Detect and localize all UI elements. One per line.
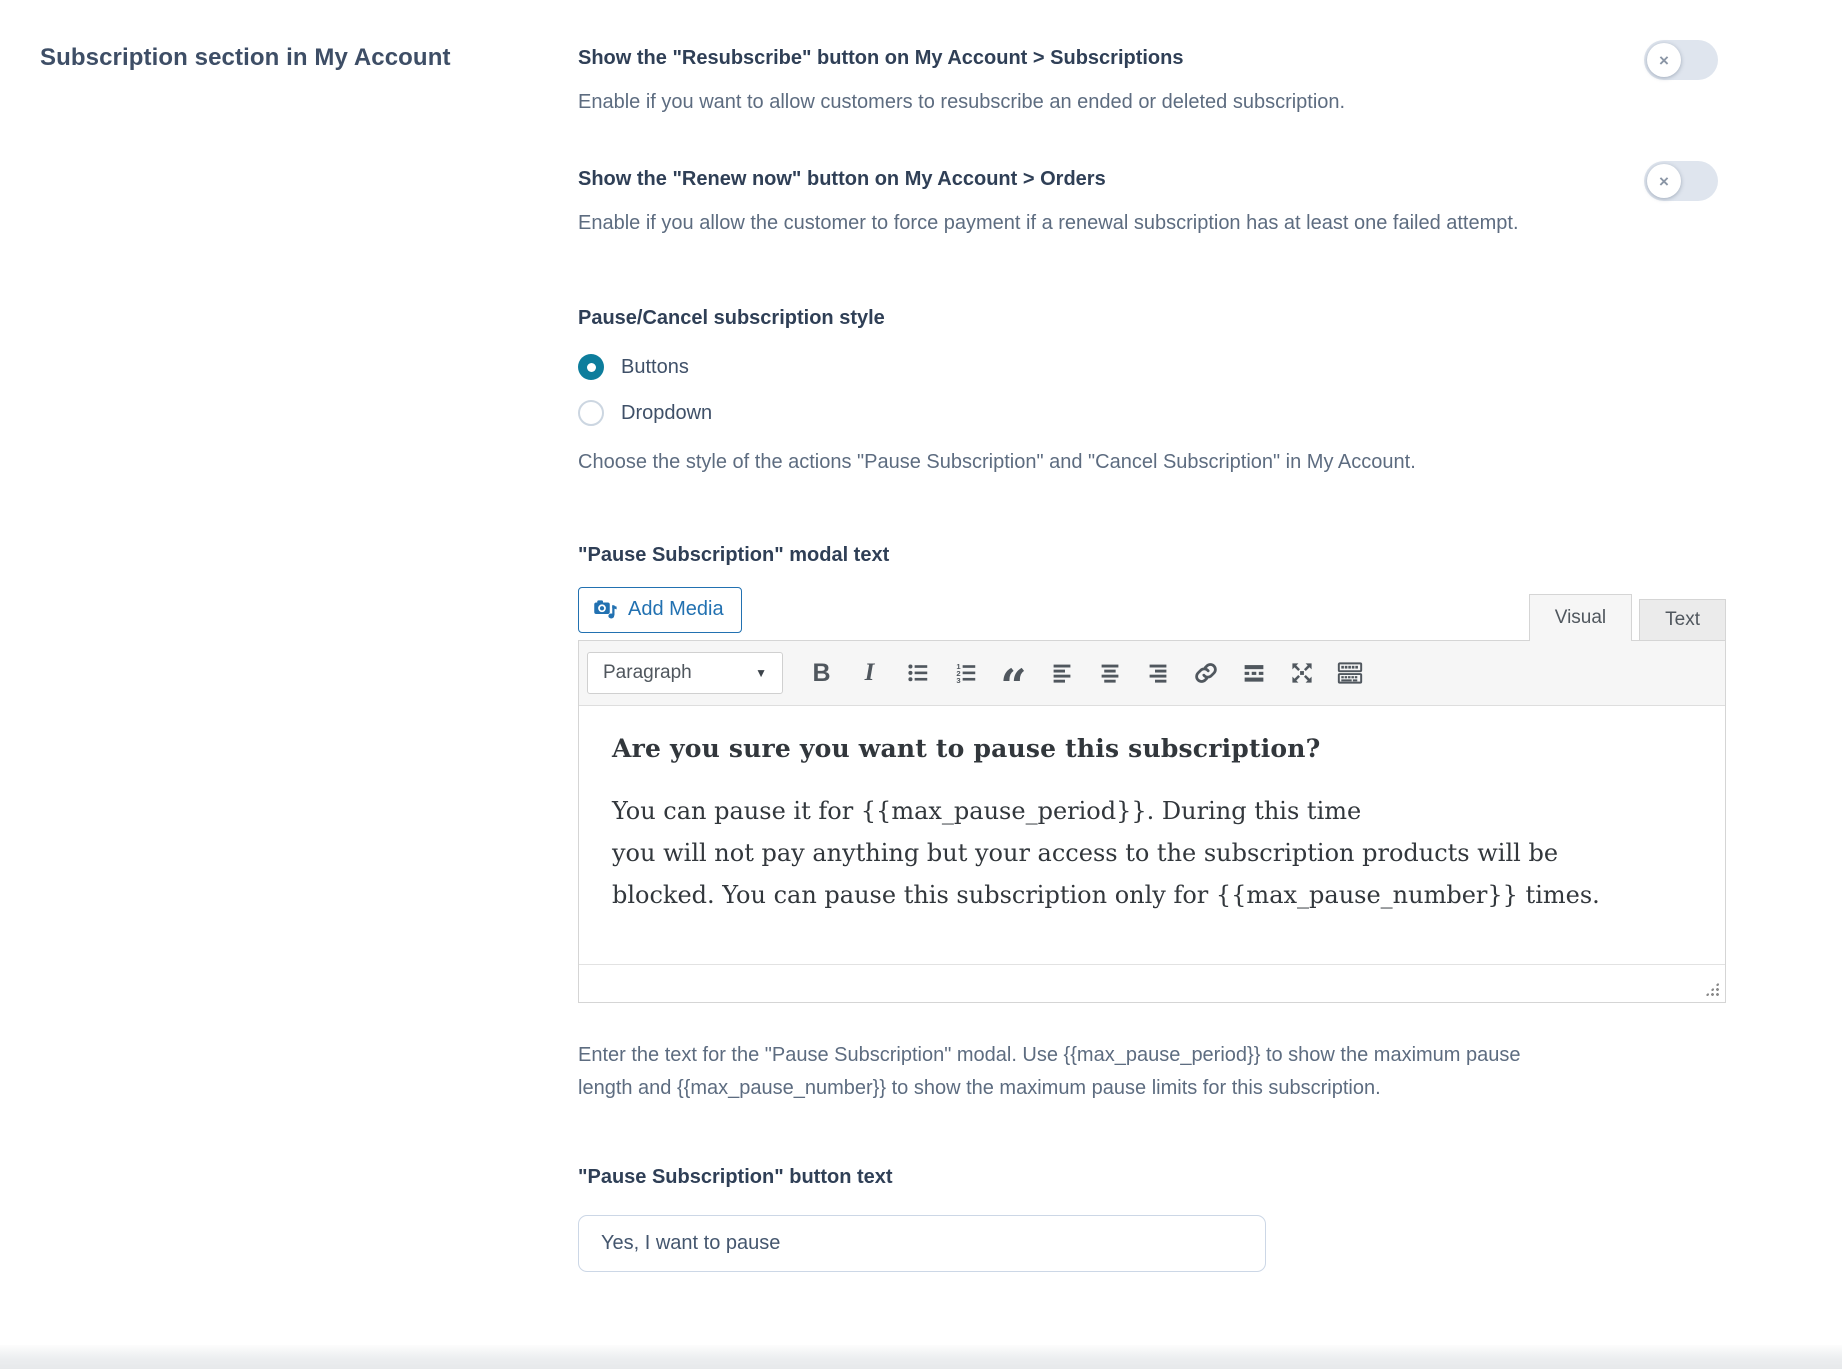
keyboard-toggle-button[interactable] <box>1326 652 1373 694</box>
resize-handle[interactable] <box>1704 981 1720 997</box>
setting-pause-modal-text <box>578 541 1726 1105</box>
modal-body-line: you will not pay anything but your access to the subscription products will be <box>612 839 1559 867</box>
radio-unselected-icon[interactable] <box>578 400 604 426</box>
italic-button[interactable] <box>846 652 893 694</box>
align-right-button[interactable] <box>1134 652 1181 694</box>
setting-description: Enable if you want to allow customers to resubscribe an ended or deleted subscription. <box>578 91 1346 113</box>
svg-text:3: 3 <box>955 675 961 685</box>
pause-button-text-input[interactable] <box>578 1215 1266 1272</box>
keyboard-icon <box>1337 660 1363 686</box>
align-right-icon <box>1146 661 1170 685</box>
align-center-button[interactable] <box>1086 652 1133 694</box>
page-bottom-edge <box>0 1345 1842 1369</box>
bulleted-list-button[interactable] <box>894 652 941 694</box>
align-left-icon <box>1050 661 1074 685</box>
media-icon <box>593 597 618 622</box>
pause-button-text-label: "Pause Subscription" button text <box>578 1166 893 1188</box>
bold-icon: B <box>812 658 831 687</box>
setting-title: Show the "Resubscribe" button on My Account > Subscriptions <box>578 47 1184 69</box>
modal-heading-text: Are you sure you want to pause this subscription? <box>612 734 1321 763</box>
paragraph-format-value: Paragraph <box>603 662 692 683</box>
modal-body-line: You can pause it for {{max_pause_period}}. During this time <box>612 797 1362 825</box>
setting-title: Show the "Renew now" button on My Account > Orders <box>578 168 1106 190</box>
editor-content-area[interactable] <box>579 706 1725 964</box>
align-center-icon <box>1098 661 1122 685</box>
numbered-list-button[interactable] <box>942 652 989 694</box>
renew-now-toggle[interactable] <box>1644 161 1718 201</box>
section-title: Subscription section in My Account <box>40 44 451 71</box>
bulleted-list-icon <box>906 661 930 685</box>
pause-modal-help: Enter the text for the "Pause Subscription" modal. Use {{max_pause_period}} to show the maximum pause length and {{max_pause_number}} to show the maximum pause limits for this subscription. <box>578 1044 1521 1099</box>
radio-option-dropdown[interactable] <box>578 400 1726 426</box>
radio-label: Dropdown <box>621 401 713 424</box>
section-content-column <box>578 44 1726 1272</box>
pause-cancel-style-label: Pause/Cancel subscription style <box>578 307 885 329</box>
blockquote-button[interactable]: “ <box>990 652 1037 694</box>
radio-label: Buttons <box>621 355 689 378</box>
svg-text:1: 1 <box>955 661 961 671</box>
setting-description: Enable if you allow the customer to force payment if a renewal subscription has at least one failed attempt. <box>578 212 1519 234</box>
link-button[interactable] <box>1182 652 1229 694</box>
resubscribe-toggle[interactable] <box>1644 40 1718 80</box>
setting-renew-now-button <box>578 165 1726 240</box>
wysiwyg-editor <box>578 640 1726 1003</box>
pause-modal-text-label: "Pause Subscription" modal text <box>578 544 890 566</box>
fullscreen-button[interactable] <box>1278 652 1325 694</box>
tab-visual[interactable]: Visual <box>1529 594 1632 641</box>
setting-resubscribe-button <box>578 44 1726 119</box>
italic-icon: I <box>864 659 875 686</box>
setting-pause-button-text <box>578 1163 1726 1272</box>
paragraph-format-dropdown[interactable] <box>587 652 783 694</box>
tab-text[interactable]: Text <box>1639 599 1726 640</box>
more-tag-icon <box>1242 661 1266 685</box>
setting-pause-cancel-style <box>578 304 1726 479</box>
toggle-off-icon: × <box>1647 43 1681 77</box>
radio-selected-icon[interactable] <box>578 354 604 380</box>
modal-body-line: blocked. You can pause this subscription only for {{max_pause_number}} times. <box>612 881 1600 909</box>
section-label-column <box>40 44 578 1272</box>
svg-text:2: 2 <box>955 668 961 678</box>
add-media-label: Add Media <box>628 598 724 620</box>
pause-cancel-style-help: Choose the style of the actions "Pause Subscription" and "Cancel Subscription" in My Account. <box>578 451 1416 473</box>
radio-option-buttons[interactable] <box>578 354 1726 380</box>
chevron-down-icon: ▼ <box>755 666 767 680</box>
more-tag-button[interactable] <box>1230 652 1277 694</box>
fullscreen-icon <box>1290 661 1314 685</box>
editor-header <box>578 587 1726 640</box>
align-left-button[interactable] <box>1038 652 1085 694</box>
add-media-button[interactable] <box>578 587 742 633</box>
link-icon <box>1194 661 1218 685</box>
editor-toolbar <box>579 641 1725 713</box>
toggle-off-icon: × <box>1647 164 1681 198</box>
bold-button[interactable] <box>798 652 845 694</box>
editor-mode-tabs <box>1529 594 1726 640</box>
editor-statusbar <box>579 964 1725 1002</box>
numbered-list-icon <box>954 661 978 685</box>
